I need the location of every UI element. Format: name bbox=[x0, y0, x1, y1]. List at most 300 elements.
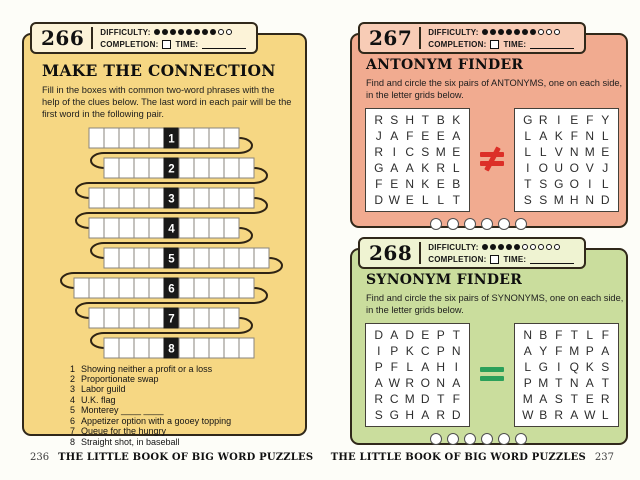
grid-letter: T bbox=[570, 391, 578, 406]
grid-letter: L bbox=[524, 144, 532, 159]
clue-text: Proportionate swap bbox=[81, 374, 159, 385]
grid-letter: L bbox=[524, 359, 532, 374]
answer-cell bbox=[89, 278, 104, 298]
grid-letter: A bbox=[570, 407, 579, 422]
answer-cell bbox=[224, 278, 239, 298]
answer-cell bbox=[104, 188, 119, 208]
grid-letter: H bbox=[569, 192, 579, 207]
grid-letter: K bbox=[421, 176, 430, 191]
answer-cell bbox=[224, 338, 239, 358]
grid-letter: P bbox=[523, 375, 532, 390]
letter-grids bbox=[366, 323, 618, 427]
time-label: TIME: bbox=[503, 254, 527, 264]
answer-cell bbox=[209, 308, 224, 328]
grid-letter: L bbox=[601, 407, 609, 422]
grid-letter: R bbox=[374, 391, 384, 406]
answer-cell bbox=[134, 128, 149, 148]
grid-letter: M bbox=[435, 144, 446, 159]
grid-letter: W bbox=[388, 192, 400, 207]
grid-letter: L bbox=[524, 128, 532, 143]
grid-letter: W bbox=[522, 407, 534, 422]
grid-letter: A bbox=[374, 375, 383, 390]
answer-cell bbox=[149, 338, 164, 358]
grid-row bbox=[371, 407, 464, 423]
grid-letter: D bbox=[374, 327, 384, 342]
grid-letter: N bbox=[436, 375, 446, 390]
grid-letter: A bbox=[405, 160, 414, 175]
grid-letter: M bbox=[522, 391, 533, 406]
time-label: TIME: bbox=[175, 39, 199, 49]
answer-cell bbox=[104, 128, 119, 148]
grid-row bbox=[371, 375, 464, 391]
answer-circle bbox=[498, 433, 510, 445]
answer-cell bbox=[209, 188, 224, 208]
answer-cell bbox=[104, 218, 119, 238]
book-title: THE LITTLE BOOK OF BIG WORD PUZZLES bbox=[330, 452, 586, 463]
grid-letter: P bbox=[436, 343, 445, 358]
answer-circles bbox=[352, 433, 604, 445]
grid-letter: A bbox=[421, 407, 430, 422]
grid-letter: B bbox=[452, 176, 461, 191]
puzzle-number: 266 bbox=[41, 26, 85, 50]
grid-letter: P bbox=[585, 343, 594, 358]
grid-letter: K bbox=[405, 343, 414, 358]
clue-number: 1 bbox=[70, 363, 76, 374]
answer-cell bbox=[239, 158, 254, 178]
grid-letter: F bbox=[586, 112, 594, 127]
grid-letter: A bbox=[539, 128, 548, 143]
clue-item bbox=[70, 364, 293, 374]
grid-row bbox=[520, 192, 613, 208]
grid-letter: N bbox=[569, 375, 579, 390]
grid-letter: S bbox=[539, 192, 548, 207]
grid-letter: T bbox=[452, 192, 460, 207]
grid-letter: S bbox=[390, 112, 399, 127]
answer-cell bbox=[149, 128, 164, 148]
answer-circle bbox=[464, 433, 476, 445]
answer-cell bbox=[89, 308, 104, 328]
grid-letter: R bbox=[374, 144, 384, 159]
grid-row bbox=[520, 176, 613, 192]
grid-letter: U bbox=[554, 160, 564, 175]
answer-cell bbox=[104, 158, 119, 178]
grid-letter: F bbox=[406, 128, 414, 143]
grid-letter: E bbox=[601, 144, 610, 159]
difficulty-label: DIFFICULTY: bbox=[428, 27, 479, 37]
answer-circles bbox=[352, 218, 604, 230]
grid-letter: F bbox=[601, 327, 609, 342]
puzzle-title: MAKE THE CONNECTION bbox=[42, 61, 276, 80]
grid-row bbox=[371, 327, 464, 343]
answer-cell bbox=[194, 188, 209, 208]
answer-cell bbox=[194, 218, 209, 238]
answer-cell bbox=[104, 338, 119, 358]
answer-cell bbox=[119, 158, 134, 178]
grid-letter: M bbox=[538, 375, 549, 390]
answer-cell bbox=[239, 338, 254, 358]
grid-row bbox=[371, 391, 464, 407]
grid-row bbox=[520, 128, 613, 144]
grid-letter: F bbox=[555, 327, 563, 342]
grid-letter: D bbox=[600, 192, 610, 207]
answer-cell bbox=[194, 158, 209, 178]
grid-row bbox=[520, 391, 613, 407]
clue-item bbox=[70, 416, 293, 426]
grid-letter: G bbox=[389, 407, 399, 422]
letter-grid-right bbox=[514, 323, 619, 427]
grid-letter: M bbox=[584, 144, 595, 159]
answer-cell bbox=[179, 128, 194, 148]
grid-letter: A bbox=[452, 128, 461, 143]
grid-row bbox=[520, 359, 613, 375]
grid-letter: R bbox=[436, 407, 446, 422]
answer-cell bbox=[134, 188, 149, 208]
grid-letter: L bbox=[452, 160, 460, 175]
grid-row bbox=[371, 359, 464, 375]
answer-cell bbox=[149, 278, 164, 298]
clue-item bbox=[70, 395, 293, 405]
grid-letter: R bbox=[538, 112, 548, 127]
difficulty-label: DIFFICULTY: bbox=[428, 242, 479, 252]
clue-number: 6 bbox=[70, 415, 76, 426]
grid-letter: K bbox=[452, 112, 461, 127]
book-title: THE LITTLE BOOK OF BIG WORD PUZZLES bbox=[58, 452, 314, 463]
answer-circle bbox=[498, 218, 510, 230]
grid-row bbox=[520, 144, 613, 160]
row-number: 3 bbox=[168, 193, 175, 206]
grid-letter: S bbox=[601, 359, 610, 374]
answer-cell bbox=[179, 278, 194, 298]
grid-letter: S bbox=[539, 176, 548, 191]
answer-cell bbox=[179, 308, 194, 328]
row-number: 4 bbox=[168, 223, 175, 236]
grid-row bbox=[371, 343, 464, 359]
symbol-bar bbox=[480, 376, 504, 381]
grid-letter: T bbox=[570, 327, 578, 342]
answer-cell bbox=[224, 158, 239, 178]
grid-letter: A bbox=[452, 375, 461, 390]
grid-letter: E bbox=[405, 192, 414, 207]
grid-letter: E bbox=[570, 112, 579, 127]
grid-letter: E bbox=[452, 144, 461, 159]
answer-cell bbox=[89, 188, 104, 208]
letter-grids bbox=[366, 108, 618, 212]
answer-circle bbox=[430, 218, 442, 230]
puzzle-title: ANTONYM FINDER bbox=[366, 57, 524, 73]
grid-letter: O bbox=[538, 160, 548, 175]
grid-letter: K bbox=[554, 128, 563, 143]
grid-letter: W bbox=[388, 375, 400, 390]
grid-letter: T bbox=[437, 391, 445, 406]
grid-letter: E bbox=[421, 327, 430, 342]
grid-letter: T bbox=[452, 327, 460, 342]
grid-letter: P bbox=[390, 343, 399, 358]
answer-cell bbox=[194, 248, 209, 268]
grid-letter: B bbox=[436, 112, 445, 127]
answer-cell bbox=[194, 128, 209, 148]
grid-letter: B bbox=[539, 327, 548, 342]
grid-letter: A bbox=[390, 128, 399, 143]
grid-letter: N bbox=[585, 192, 595, 207]
answer-cell bbox=[149, 248, 164, 268]
answer-cell bbox=[134, 308, 149, 328]
grid-letter: F bbox=[452, 391, 460, 406]
left-page-footer bbox=[30, 452, 313, 463]
grid-letter: Q bbox=[569, 359, 579, 374]
answer-cell bbox=[239, 248, 254, 268]
grid-letter: R bbox=[600, 391, 610, 406]
grid-letter: P bbox=[436, 327, 445, 342]
symbol-slash bbox=[484, 146, 501, 171]
letter-grid-left bbox=[365, 323, 470, 427]
grid-letter: B bbox=[539, 407, 548, 422]
answer-cell bbox=[104, 248, 119, 268]
clue-number: 5 bbox=[70, 405, 76, 416]
grid-letter: A bbox=[390, 327, 399, 342]
answer-cell bbox=[224, 128, 239, 148]
grid-letter: L bbox=[601, 176, 609, 191]
completion-label: COMPLETION: bbox=[428, 39, 487, 49]
answer-circle bbox=[464, 218, 476, 230]
grid-letter: A bbox=[523, 343, 532, 358]
grid-letter: M bbox=[404, 391, 415, 406]
grid-letter: S bbox=[523, 192, 532, 207]
grid-letter: V bbox=[585, 160, 594, 175]
grid-letter: F bbox=[390, 359, 398, 374]
row-number: 7 bbox=[168, 313, 175, 326]
grid-letter: N bbox=[451, 343, 461, 358]
grid-letter: Y bbox=[539, 343, 548, 358]
grid-letter: G bbox=[538, 359, 548, 374]
grid-letter: C bbox=[420, 343, 430, 358]
clue-list bbox=[70, 364, 293, 447]
answer-cell bbox=[119, 308, 134, 328]
answer-cell bbox=[209, 248, 224, 268]
grid-letter: D bbox=[451, 407, 461, 422]
page-number: 237 bbox=[594, 452, 614, 463]
answer-cell bbox=[179, 338, 194, 358]
puzzle-card-266 bbox=[22, 26, 307, 447]
grid-letter: N bbox=[405, 176, 415, 191]
puzzle-card-267 bbox=[350, 26, 628, 228]
answer-cell bbox=[209, 128, 224, 148]
answer-circle bbox=[481, 433, 493, 445]
grid-letter: D bbox=[405, 327, 415, 342]
clue-item bbox=[70, 374, 293, 384]
grid-letter: A bbox=[390, 160, 399, 175]
answer-circle bbox=[515, 433, 527, 445]
answer-circle bbox=[447, 433, 459, 445]
answer-cell bbox=[134, 248, 149, 268]
grid-letter: S bbox=[421, 144, 430, 159]
grid-letter: C bbox=[405, 144, 415, 159]
not-equal-icon bbox=[479, 148, 505, 172]
grid-letter: S bbox=[554, 391, 563, 406]
grid-letter: A bbox=[601, 343, 610, 358]
clue-text: Showing neither a profit or a loss bbox=[81, 363, 213, 374]
clue-text: Straight shot, in baseball bbox=[81, 436, 180, 447]
grid-letter: E bbox=[436, 176, 445, 191]
answer-cell bbox=[239, 278, 254, 298]
answer-cell bbox=[209, 158, 224, 178]
answer-cell bbox=[254, 248, 269, 268]
clue-text: Appetizer option with a gooey topping bbox=[81, 415, 232, 426]
grid-letter: K bbox=[585, 359, 594, 374]
clue-item bbox=[70, 437, 293, 447]
puzzle-card-268 bbox=[350, 241, 628, 445]
grid-letter: A bbox=[539, 391, 548, 406]
grid-row bbox=[371, 112, 464, 128]
grid-letter: I bbox=[588, 176, 592, 191]
grid-letter: G bbox=[374, 160, 384, 175]
puzzle-instructions: Fill in the boxes with common two-word phrases with the help of the clues below. The last word in each pair will be the first word in the following pair. bbox=[42, 85, 292, 119]
clue-item bbox=[70, 384, 293, 394]
grid-letter: L bbox=[586, 327, 594, 342]
grid-letter: N bbox=[523, 327, 533, 342]
grid-letter: R bbox=[405, 375, 415, 390]
answer-cell bbox=[119, 218, 134, 238]
grid-letter: T bbox=[524, 176, 532, 191]
grid-letter: I bbox=[392, 144, 396, 159]
right-book-page bbox=[322, 0, 640, 480]
grid-row bbox=[520, 327, 613, 343]
answer-cell bbox=[209, 338, 224, 358]
answer-cell bbox=[194, 278, 209, 298]
grid-letter: R bbox=[554, 407, 564, 422]
symbol-bar bbox=[480, 367, 504, 372]
grid-letter: I bbox=[526, 160, 530, 175]
answer-cell bbox=[224, 308, 239, 328]
answer-cell bbox=[134, 158, 149, 178]
grid-letter: G bbox=[523, 112, 533, 127]
answer-cell bbox=[149, 188, 164, 208]
grid-row bbox=[520, 160, 613, 176]
difficulty-label: DIFFICULTY: bbox=[100, 27, 151, 37]
clue-text: Monterey ____ ____ bbox=[81, 405, 164, 416]
grid-letter: T bbox=[421, 112, 429, 127]
answer-cell bbox=[134, 338, 149, 358]
page-number: 236 bbox=[30, 452, 50, 463]
clue-item bbox=[70, 426, 293, 436]
grid-letter: A bbox=[585, 375, 594, 390]
grid-letter: H bbox=[436, 359, 446, 374]
clue-item bbox=[70, 405, 293, 415]
grid-letter: J bbox=[602, 160, 609, 175]
grid-row bbox=[520, 407, 613, 423]
grid-letter: G bbox=[554, 176, 564, 191]
grid-letter: R bbox=[374, 112, 384, 127]
equals-icon bbox=[479, 363, 505, 387]
grid-letter: P bbox=[374, 359, 383, 374]
answer-cell bbox=[119, 188, 134, 208]
grid-letter: T bbox=[601, 375, 609, 390]
grid-row bbox=[520, 112, 613, 128]
answer-cell bbox=[104, 308, 119, 328]
row-number: 1 bbox=[168, 133, 175, 146]
grid-letter: F bbox=[570, 128, 578, 143]
grid-letter: N bbox=[569, 144, 579, 159]
answer-cell bbox=[209, 218, 224, 238]
grid-letter: L bbox=[601, 128, 609, 143]
grid-letter: E bbox=[436, 128, 445, 143]
grid-letter: A bbox=[421, 359, 430, 374]
answer-cell bbox=[149, 308, 164, 328]
puzzle-number: 267 bbox=[369, 26, 413, 50]
grid-letter: C bbox=[389, 391, 399, 406]
clue-number: 3 bbox=[70, 384, 76, 395]
grid-letter: M bbox=[553, 192, 564, 207]
grid-letter: H bbox=[405, 407, 415, 422]
clue-number: 7 bbox=[70, 426, 76, 437]
answer-cell bbox=[149, 218, 164, 238]
grid-letter: I bbox=[454, 359, 458, 374]
grid-row bbox=[520, 375, 613, 391]
puzzle-instructions: Find and circle the six pairs of SYNONYMS, one on each side, in the letter grids below. bbox=[366, 293, 624, 315]
clue-text: U.K. flag bbox=[81, 394, 116, 405]
grid-letter: W bbox=[584, 407, 596, 422]
right-page-footer bbox=[331, 452, 614, 463]
grid-letter: L bbox=[437, 192, 445, 207]
clue-number: 8 bbox=[70, 436, 76, 447]
grid-letter: K bbox=[421, 160, 430, 175]
grid-letter: E bbox=[390, 176, 399, 191]
grid-letter: S bbox=[374, 407, 383, 422]
answer-cell bbox=[224, 248, 239, 268]
answer-cell bbox=[179, 158, 194, 178]
grid-row bbox=[371, 144, 464, 160]
grid-row bbox=[371, 176, 464, 192]
letter-grid-left bbox=[365, 108, 470, 212]
grid-letter: O bbox=[569, 160, 579, 175]
grid-letter: E bbox=[585, 391, 594, 406]
grid-letter: O bbox=[569, 176, 579, 191]
puzzle-title: SYNONYM FINDER bbox=[366, 272, 523, 288]
grid-letter: R bbox=[436, 160, 446, 175]
grid-letter: M bbox=[569, 343, 580, 358]
answer-cell bbox=[134, 278, 149, 298]
grid-letter: L bbox=[539, 144, 547, 159]
clue-text: Queue for the hungry bbox=[81, 426, 167, 437]
clue-text: Labor guild bbox=[81, 384, 126, 395]
grid-letter: T bbox=[555, 375, 563, 390]
grid-letter: I bbox=[557, 112, 561, 127]
grid-row bbox=[371, 128, 464, 144]
grid-letter: V bbox=[554, 144, 563, 159]
grid-row bbox=[371, 192, 464, 208]
grid-letter: D bbox=[374, 192, 384, 207]
grid-row bbox=[371, 160, 464, 176]
grid-letter: N bbox=[585, 128, 595, 143]
row-number: 2 bbox=[168, 163, 175, 176]
answer-cell bbox=[149, 158, 164, 178]
grid-letter: Y bbox=[601, 112, 610, 127]
answer-cell bbox=[89, 128, 104, 148]
completion-label: COMPLETION: bbox=[428, 254, 487, 264]
grid-letter: I bbox=[557, 359, 561, 374]
grid-row bbox=[520, 343, 613, 359]
row-number: 6 bbox=[168, 283, 175, 296]
grid-letter: L bbox=[406, 359, 414, 374]
answer-circle bbox=[447, 218, 459, 230]
answer-cell bbox=[194, 338, 209, 358]
clue-number: 2 bbox=[70, 374, 76, 385]
answer-cell bbox=[119, 128, 134, 148]
time-label: TIME: bbox=[503, 39, 527, 49]
clue-number: 4 bbox=[70, 394, 76, 405]
answer-cell bbox=[119, 278, 134, 298]
answer-cell bbox=[224, 188, 239, 208]
answer-circle bbox=[481, 218, 493, 230]
